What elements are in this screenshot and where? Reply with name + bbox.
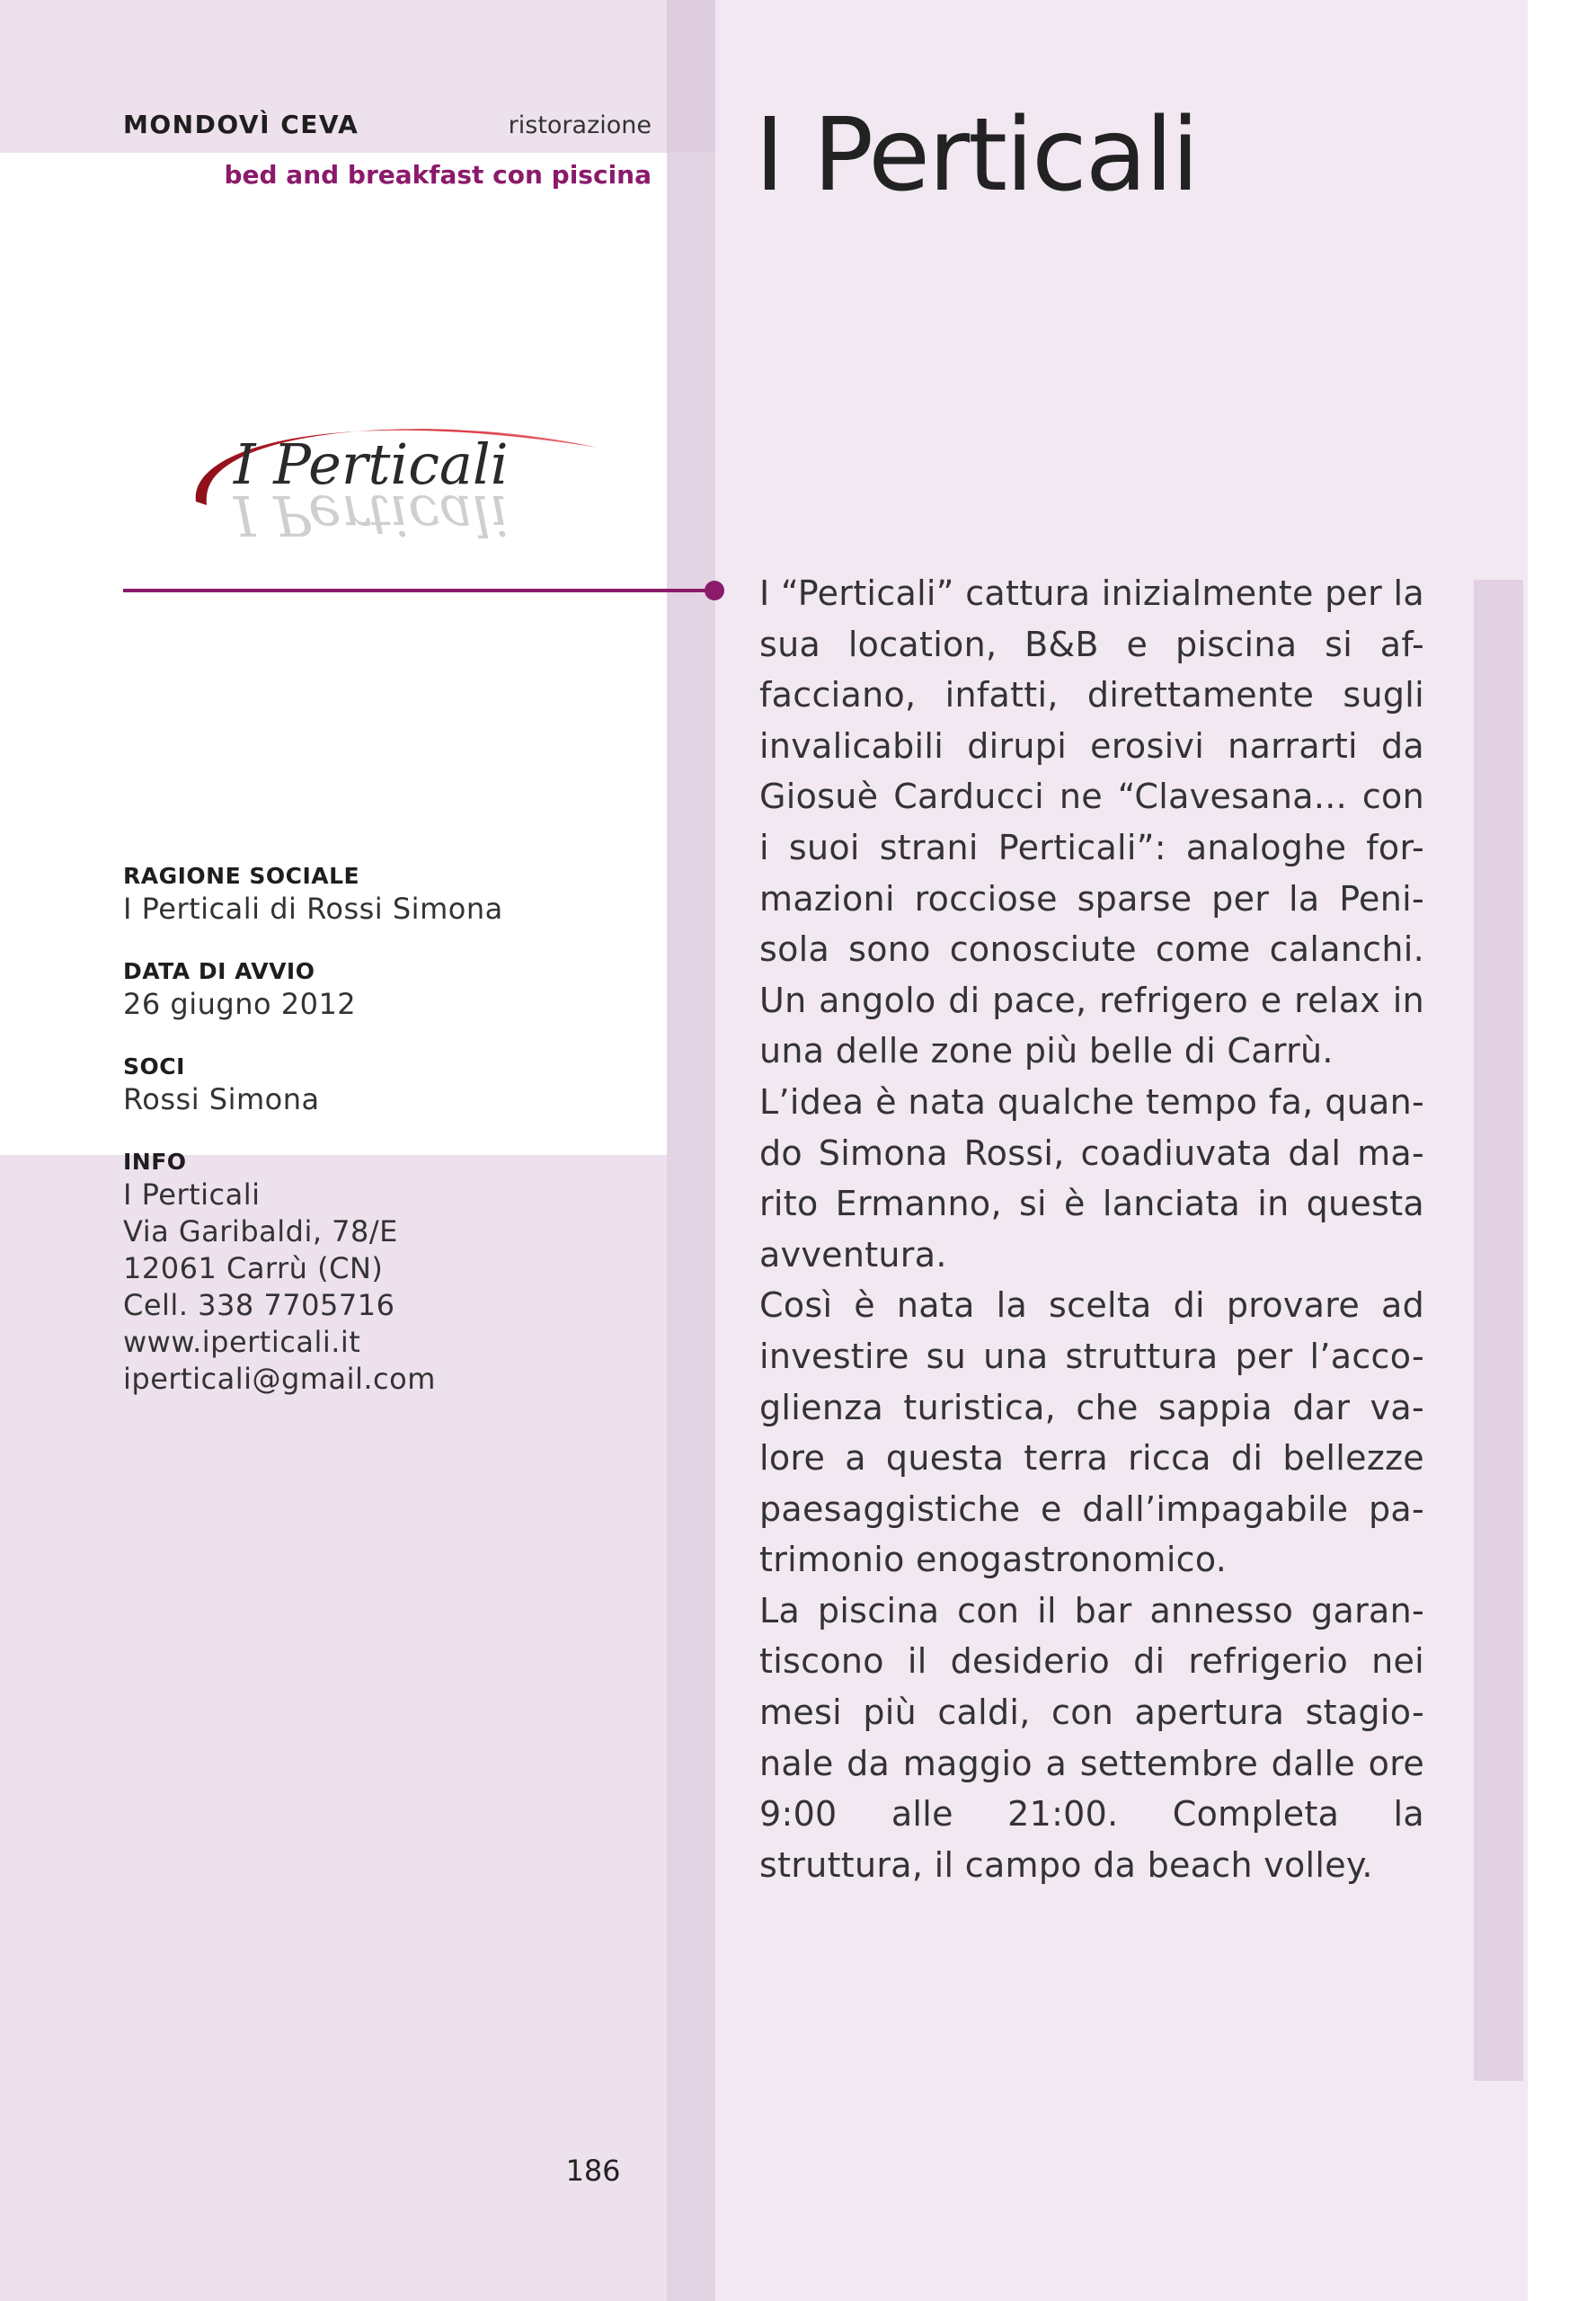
data-avvio-label: DATA DI AVVIO [123, 958, 315, 984]
body-paragraph: La piscina con il bar annesso garan-tiscono il desiderio di refrigerio nei mesi più caldi, con apertura stagio-nale da maggio a settembre dalle ore 9:00 alle 21:00. Completa la struttura, il campo da beach volley. [759, 1590, 1424, 1885]
right-accent-bar [1474, 580, 1523, 2081]
page-number: 186 [565, 2154, 621, 2188]
logo [180, 395, 611, 557]
page-title: I Perticali [755, 97, 1198, 214]
contact-city: 12061 Carrù (CN) [123, 1251, 384, 1285]
body-paragraph: I “Perticali” cattura inizialmente per la sua location, B&B e piscina si af-facciano, infatti, direttamente sugli invalicabili dirupi erosivi narrarti da Giosuè Carducci ne “Clavesana... con i suoi strani Perticali”: analoghe for-mazioni rocciose sparse per la Peni-sola sono conosciute come calanchi. Un angolo di pace, refrigero e relax in una delle zone più belle di Carrù. [759, 573, 1424, 1071]
soci-group [123, 1053, 653, 1118]
subcategory-label: bed and breakfast con piscina [224, 160, 652, 190]
contact-phone: Cell. 338 7705716 [123, 1288, 395, 1322]
body-text [759, 568, 1424, 1890]
logo-text: I Perticali [234, 431, 509, 497]
data-avvio-value: 26 giugno 2012 [123, 987, 357, 1021]
data-avvio-group [123, 958, 653, 1023]
section-label: MONDOVÌ CEVA [123, 110, 359, 139]
soci-label: SOCI [123, 1053, 185, 1079]
ragione-sociale-value: I Perticali di Rossi Simona [123, 892, 503, 926]
body-paragraph: L’idea è nata qualche tempo fa, quan-do Simona Rossi, coadiuvata dal ma-rito Ermanno, si è lanciata in questa avventura. [759, 1081, 1424, 1275]
contact-address: Via Garibaldi, 78/E [123, 1214, 398, 1248]
contact-website[interactable]: www.iperticali.it [123, 1325, 361, 1359]
contact-email[interactable]: iperticali@gmail.com [123, 1362, 436, 1396]
soci-value: Rossi Simona [123, 1082, 320, 1116]
body-paragraph: Così è nata la scelta di provare ad investire su una struttura per l’acco-glienza turistica, che sappia dar va-lore a questa terra ricca di bellezze paesaggistiche e dall’impagabile pa-trimonio enogastronomico. [759, 1285, 1424, 1580]
category-label: ristorazione [508, 111, 652, 139]
page-edge [1528, 0, 1596, 2301]
logo-text-reflection: I Perticali [234, 483, 509, 548]
contact-group [123, 1149, 653, 1398]
contact-label: INFO [123, 1149, 187, 1175]
vertical-strip-top [667, 0, 715, 153]
divider-line [123, 589, 712, 592]
ragione-sociale-label: RAGIONE SOCIALE [123, 863, 360, 889]
divider-dot [705, 581, 724, 600]
vertical-strip [667, 0, 715, 2301]
ragione-sociale-group [123, 863, 653, 928]
contact-name: I Perticali [123, 1177, 261, 1212]
info-block [123, 863, 653, 1428]
